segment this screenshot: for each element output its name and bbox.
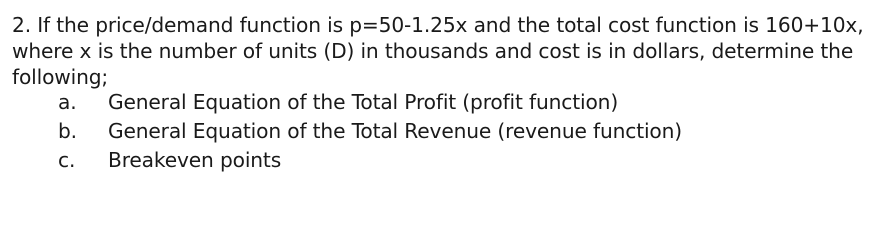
part-item-b [0,117,682,146]
question-line-1: 2. If the price/demand function is p=50-1.25x and the total cost function is 160+10x, [12,13,864,37]
part-text: Breakeven points [108,148,282,172]
question-line-3: following; [12,65,109,89]
part-item-c [0,146,682,175]
part-text: General Equation of the Total Revenue (revenue function) [108,119,682,143]
part-letter: a. [58,90,77,114]
question-line-2: where x is the number of units (D) in thousands and cost is in dollars, determine the [12,39,854,63]
part-letter: b. [58,119,77,143]
part-item-a [0,88,682,117]
question-text [12,12,884,90]
part-text: General Equation of the Total Profit (profit function) [108,90,619,114]
question-parts-list [0,88,682,175]
part-letter: c. [58,148,76,172]
